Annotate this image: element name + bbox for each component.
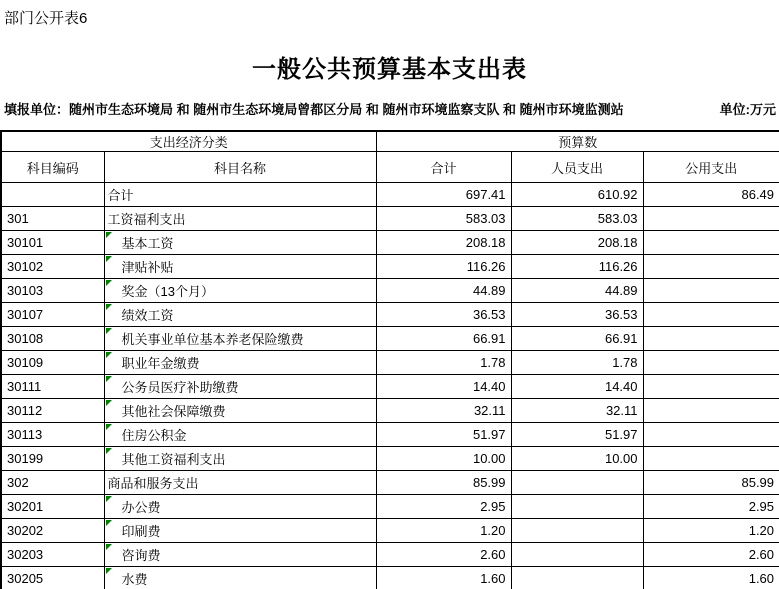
subject-code-cell: 30109 <box>1 351 104 375</box>
total-value-cell: 51.97 <box>376 423 511 447</box>
table-row <box>1 279 779 303</box>
public-value-cell: 86.49 <box>643 183 779 207</box>
header-budget-figures: 预算数 <box>376 131 779 152</box>
table-row <box>1 567 779 589</box>
total-value-cell: 85.99 <box>376 471 511 495</box>
subject-name-text: 工资福利支出 <box>107 212 186 227</box>
comment-indicator-icon <box>106 232 112 238</box>
personnel-value-cell <box>511 495 643 519</box>
subject-name-text: 其他工资福利支出 <box>121 452 226 467</box>
subject-code-cell: 30103 <box>1 279 104 303</box>
total-value-cell: 2.95 <box>376 495 511 519</box>
public-value-cell <box>643 351 779 375</box>
table-row <box>1 399 779 423</box>
subject-name-cell <box>104 399 376 423</box>
public-value-cell: 2.60 <box>643 543 779 567</box>
public-value-cell <box>643 231 779 255</box>
public-value-cell <box>643 375 779 399</box>
comment-indicator-icon <box>106 520 112 526</box>
subject-name-text: 商品和服务支出 <box>107 476 199 491</box>
personnel-value-cell: 66.91 <box>511 327 643 351</box>
comment-indicator-icon <box>106 448 112 454</box>
personnel-value-cell: 116.26 <box>511 255 643 279</box>
comment-indicator-icon <box>106 376 112 382</box>
subtitle-row <box>4 99 776 118</box>
header-subject-name: 科目名称 <box>104 152 376 183</box>
table-row <box>1 447 779 471</box>
table-row <box>1 255 779 279</box>
total-value-cell: 208.18 <box>376 231 511 255</box>
total-value-cell: 1.78 <box>376 351 511 375</box>
public-value-cell <box>643 327 779 351</box>
total-value-cell: 44.89 <box>376 279 511 303</box>
subject-name-text: 公务员医疗补助缴费 <box>121 380 239 395</box>
table-row <box>1 423 779 447</box>
subject-name-text: 职业年金缴费 <box>121 356 200 371</box>
total-value-cell: 116.26 <box>376 255 511 279</box>
subject-code-cell: 30102 <box>1 255 104 279</box>
subject-name-cell <box>104 447 376 471</box>
subject-code-cell: 30201 <box>1 495 104 519</box>
total-value-cell: 1.20 <box>376 519 511 543</box>
subject-name-text: 津贴补贴 <box>121 260 174 275</box>
public-value-cell <box>643 303 779 327</box>
personnel-value-cell: 44.89 <box>511 279 643 303</box>
subject-name-cell <box>104 327 376 351</box>
comment-indicator-icon <box>106 256 112 262</box>
total-value-cell: 66.91 <box>376 327 511 351</box>
personnel-value-cell: 1.78 <box>511 351 643 375</box>
subject-name-cell <box>104 303 376 327</box>
personnel-value-cell <box>511 471 643 495</box>
subject-code-cell: 30108 <box>1 327 104 351</box>
personnel-value-cell: 36.53 <box>511 303 643 327</box>
personnel-value-cell: 583.03 <box>511 207 643 231</box>
public-value-cell <box>643 399 779 423</box>
personnel-value-cell <box>511 543 643 567</box>
total-value-cell: 36.53 <box>376 303 511 327</box>
personnel-value-cell: 32.11 <box>511 399 643 423</box>
subject-name-text: 咨询费 <box>121 548 161 563</box>
subject-name-text: 水费 <box>121 572 148 587</box>
personnel-value-cell: 208.18 <box>511 231 643 255</box>
subject-code-cell <box>1 183 104 207</box>
budget-table-body <box>1 183 779 589</box>
total-value-cell: 32.11 <box>376 399 511 423</box>
subject-name-cell <box>104 351 376 375</box>
public-value-cell: 1.60 <box>643 567 779 589</box>
page-title: 一般公共预算基本支出表 <box>252 56 527 83</box>
personnel-value-cell: 51.97 <box>511 423 643 447</box>
header-personnel-expenditure: 人员支出 <box>511 152 643 183</box>
header-subject-code: 科目编码 <box>1 152 104 183</box>
subject-code-cell: 30113 <box>1 423 104 447</box>
subject-name-text: 机关事业单位基本养老保险缴费 <box>121 332 304 347</box>
personnel-value-cell: 610.92 <box>511 183 643 207</box>
subject-code-cell: 30101 <box>1 231 104 255</box>
unit-of-measure-label: 单位:万元 <box>719 102 776 117</box>
subject-name-text: 合计 <box>107 188 134 203</box>
personnel-value-cell <box>511 519 643 543</box>
subject-code-cell: 301 <box>1 207 104 231</box>
comment-indicator-icon <box>106 352 112 358</box>
table-row <box>1 495 779 519</box>
header-columns-row <box>1 152 779 183</box>
budget-table <box>0 130 779 589</box>
table-row <box>1 303 779 327</box>
total-value-cell: 583.03 <box>376 207 511 231</box>
subject-name-cell <box>104 543 376 567</box>
comment-indicator-icon <box>106 400 112 406</box>
table-row <box>1 519 779 543</box>
table-row <box>1 543 779 567</box>
subject-code-cell: 30203 <box>1 543 104 567</box>
reporting-unit-label: 填报单位：随州市生态环境局 和 随州市生态环境局曾都区分局 和 随州市环境监察支队 和 随州市环境监测站 <box>4 102 624 117</box>
table-row <box>1 471 779 495</box>
comment-indicator-icon <box>106 424 112 430</box>
table-row <box>1 183 779 207</box>
subject-name-text: 其他社会保障缴费 <box>121 404 226 419</box>
subject-name-cell <box>104 567 376 589</box>
public-value-cell <box>643 255 779 279</box>
subject-name-cell <box>104 207 376 231</box>
subject-name-cell <box>104 471 376 495</box>
subject-name-text: 基本工资 <box>121 236 174 251</box>
subject-code-cell: 30205 <box>1 567 104 589</box>
subject-name-cell <box>104 279 376 303</box>
subject-name-cell <box>104 255 376 279</box>
header-expenditure-classification: 支出经济分类 <box>1 131 376 152</box>
subject-name-cell <box>104 375 376 399</box>
subject-name-text: 绩效工资 <box>121 308 174 323</box>
public-value-cell: 85.99 <box>643 471 779 495</box>
total-value-cell: 1.60 <box>376 567 511 589</box>
public-value-cell <box>643 207 779 231</box>
table-row <box>1 231 779 255</box>
total-value-cell: 10.00 <box>376 447 511 471</box>
table-row <box>1 351 779 375</box>
public-value-cell: 2.95 <box>643 495 779 519</box>
header-group-row <box>1 131 779 152</box>
subject-name-cell <box>104 231 376 255</box>
personnel-value-cell: 10.00 <box>511 447 643 471</box>
header-public-expenditure: 公用支出 <box>643 152 779 183</box>
total-value-cell: 14.40 <box>376 375 511 399</box>
subject-code-cell: 30199 <box>1 447 104 471</box>
table-row <box>1 207 779 231</box>
comment-indicator-icon <box>106 568 112 574</box>
comment-indicator-icon <box>106 544 112 550</box>
comment-indicator-icon <box>106 496 112 502</box>
subject-name-text: 住房公积金 <box>121 428 187 443</box>
subject-name-cell <box>104 183 376 207</box>
public-value-cell <box>643 279 779 303</box>
subject-name-text: 办公费 <box>121 500 161 515</box>
subject-code-cell: 302 <box>1 471 104 495</box>
subject-name-text: 印刷费 <box>121 524 161 539</box>
subject-code-cell: 30112 <box>1 399 104 423</box>
comment-indicator-icon <box>106 280 112 286</box>
personnel-value-cell: 14.40 <box>511 375 643 399</box>
table-row <box>1 375 779 399</box>
subject-code-cell: 30107 <box>1 303 104 327</box>
header-total: 合计 <box>376 152 511 183</box>
sheet-number-label: 部门公开表6 <box>4 10 88 27</box>
subject-code-cell: 30202 <box>1 519 104 543</box>
public-value-cell: 1.20 <box>643 519 779 543</box>
subject-name-text: 奖金（13个月） <box>121 284 214 299</box>
subject-code-cell: 30111 <box>1 375 104 399</box>
public-value-cell <box>643 423 779 447</box>
budget-table-header <box>1 131 779 183</box>
comment-indicator-icon <box>106 328 112 334</box>
subject-name-cell <box>104 495 376 519</box>
public-value-cell <box>643 447 779 471</box>
personnel-value-cell <box>511 567 643 589</box>
total-value-cell: 697.41 <box>376 183 511 207</box>
subject-name-cell <box>104 423 376 447</box>
table-row <box>1 327 779 351</box>
comment-indicator-icon <box>106 304 112 310</box>
subject-name-cell <box>104 519 376 543</box>
total-value-cell: 2.60 <box>376 543 511 567</box>
